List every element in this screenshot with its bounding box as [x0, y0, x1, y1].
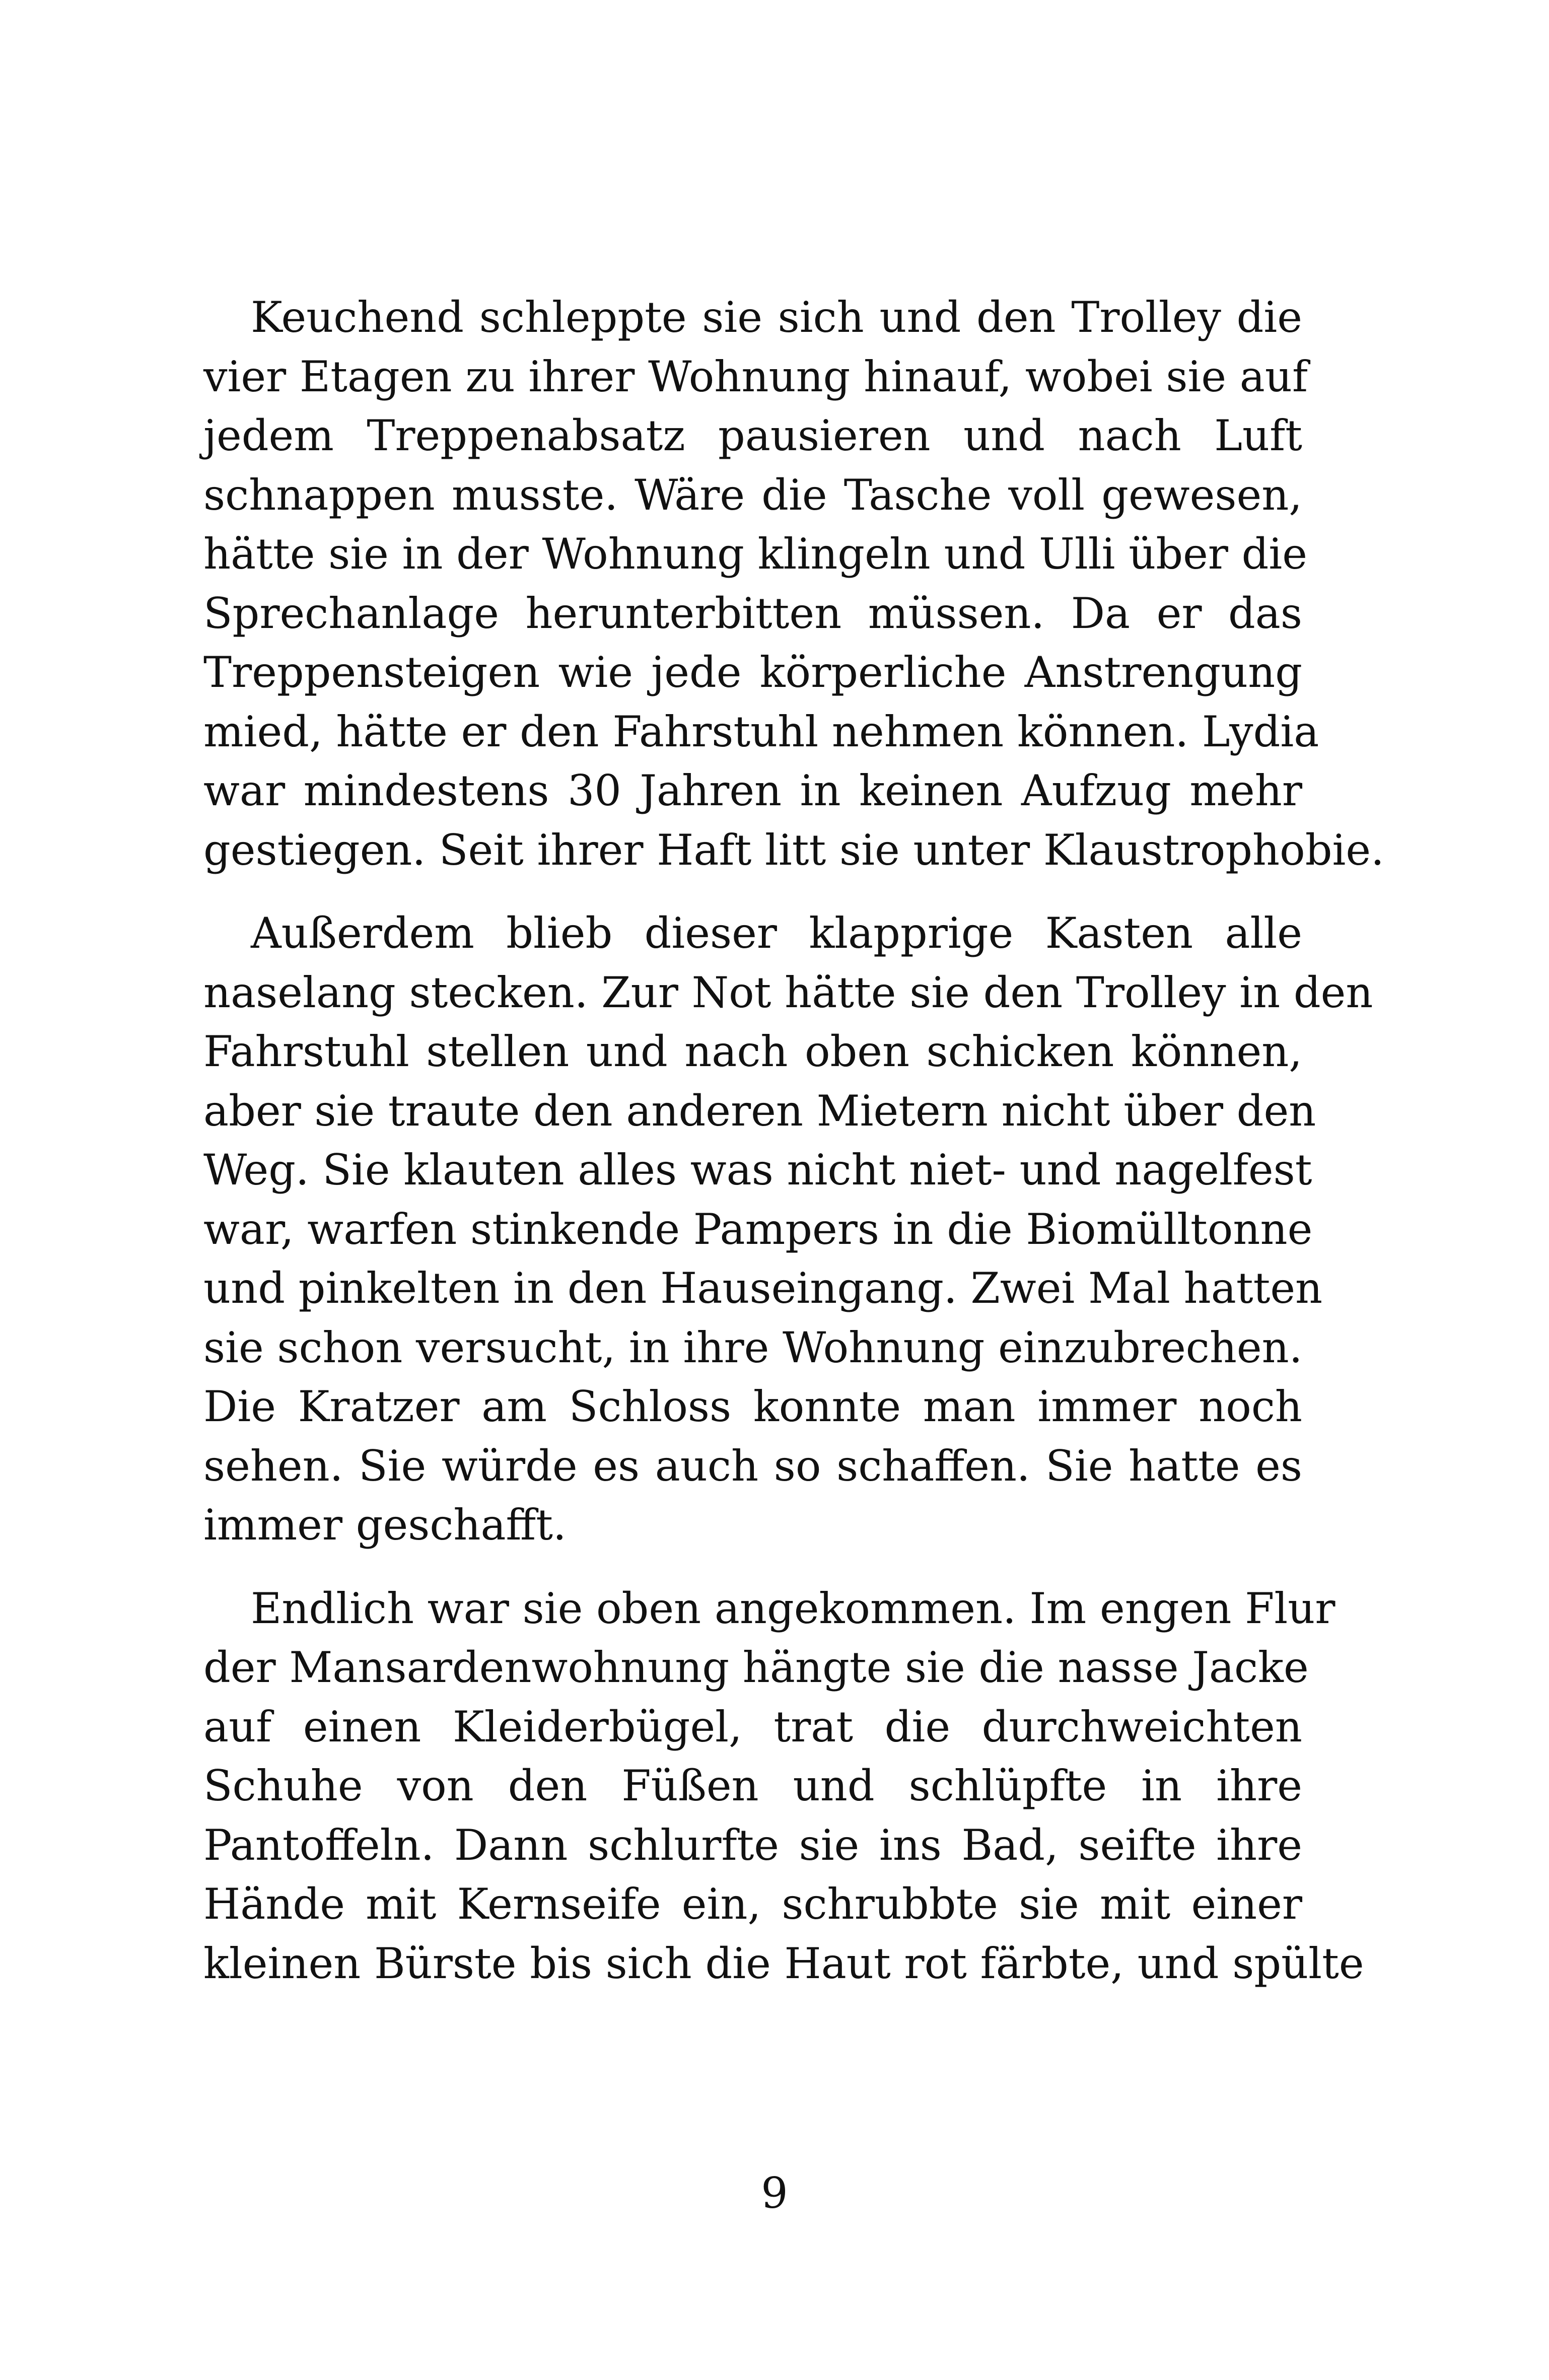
text-line: Die Kratzer am Schloss konnte man immer noch [203, 1382, 1302, 1431]
page-number: 9 [761, 2168, 788, 2218]
paragraph-3 [203, 1579, 1364, 1994]
text-line: Außerdem blieb dieser klapprige Kasten alle [251, 908, 1302, 958]
text-line: vier Etagen zu ihrer Wohnung hinauf, wobei sie auf [203, 352, 1308, 401]
text-line: sie schon versucht, in ihre Wohnung einzubrechen. [203, 1322, 1303, 1372]
text-line: der Mansardenwohnung hängte sie die nasse Jacke [203, 1643, 1309, 1692]
text-line: und pinkelten in den Hauseingang. Zwei Mal hatten [203, 1264, 1323, 1313]
paragraph-1 [203, 288, 1384, 880]
text-line: war, warfen stinkende Pampers in die Biomülltonne [203, 1204, 1313, 1254]
text-line: immer geschafft. [203, 1500, 567, 1550]
text-line: auf einen Kleiderbügel, trat die durchweichten [203, 1702, 1302, 1752]
text-line: Sprechanlage herunterbitten müssen. Da er das [203, 588, 1302, 638]
text-line: Weg. Sie klauten alles was nicht niet- und nagelfest [203, 1145, 1312, 1195]
text-line: Fahrstuhl stellen und nach oben schicken können, [203, 1027, 1302, 1076]
text-line: Treppensteigen wie jede körperliche Anstrengung [203, 648, 1302, 697]
text-line: jedem Treppenabsatz pausieren und nach Luft [203, 411, 1302, 460]
text-line: mied, hätte er den Fahrstuhl nehmen können. Lydia [203, 707, 1319, 756]
text-line: gestiegen. Seit ihrer Haft litt sie unter Klaustrophobie. [203, 825, 1384, 875]
text-line: hätte sie in der Wohnung klingeln und Ulli über die [203, 529, 1307, 579]
text-line: Hände mit Kernseife ein, schrubbte sie mit einer [203, 1879, 1302, 1929]
body-text [203, 288, 1384, 2017]
text-line: Pantoffeln. Dann schlurfte sie ins Bad, seifte ihre [203, 1820, 1302, 1870]
text-line: kleinen Bürste bis sich die Haut rot färbte, und spülte [203, 1938, 1364, 1988]
text-line: schnappen musste. Wäre die Tasche voll gewesen, [203, 470, 1302, 520]
text-line: war mindestens 30 Jahren in keinen Aufzug mehr [203, 766, 1302, 815]
text-line: Endlich war sie oben angekommen. Im engen Flur [251, 1583, 1335, 1633]
text-line: naselang stecken. Zur Not hätte sie den Trolley in den [203, 967, 1373, 1017]
text-line: Schuhe von den Füßen und schlüpfte in ihre [203, 1761, 1302, 1810]
text-line: sehen. Sie würde es auch so schaffen. Sie hatte es [203, 1441, 1302, 1491]
text-line: aber sie traute den anderen Mietern nicht über den [203, 1086, 1316, 1136]
text-line: Keuchend schleppte sie sich und den Trolley die [251, 293, 1302, 342]
paragraph-2 [203, 904, 1373, 1555]
